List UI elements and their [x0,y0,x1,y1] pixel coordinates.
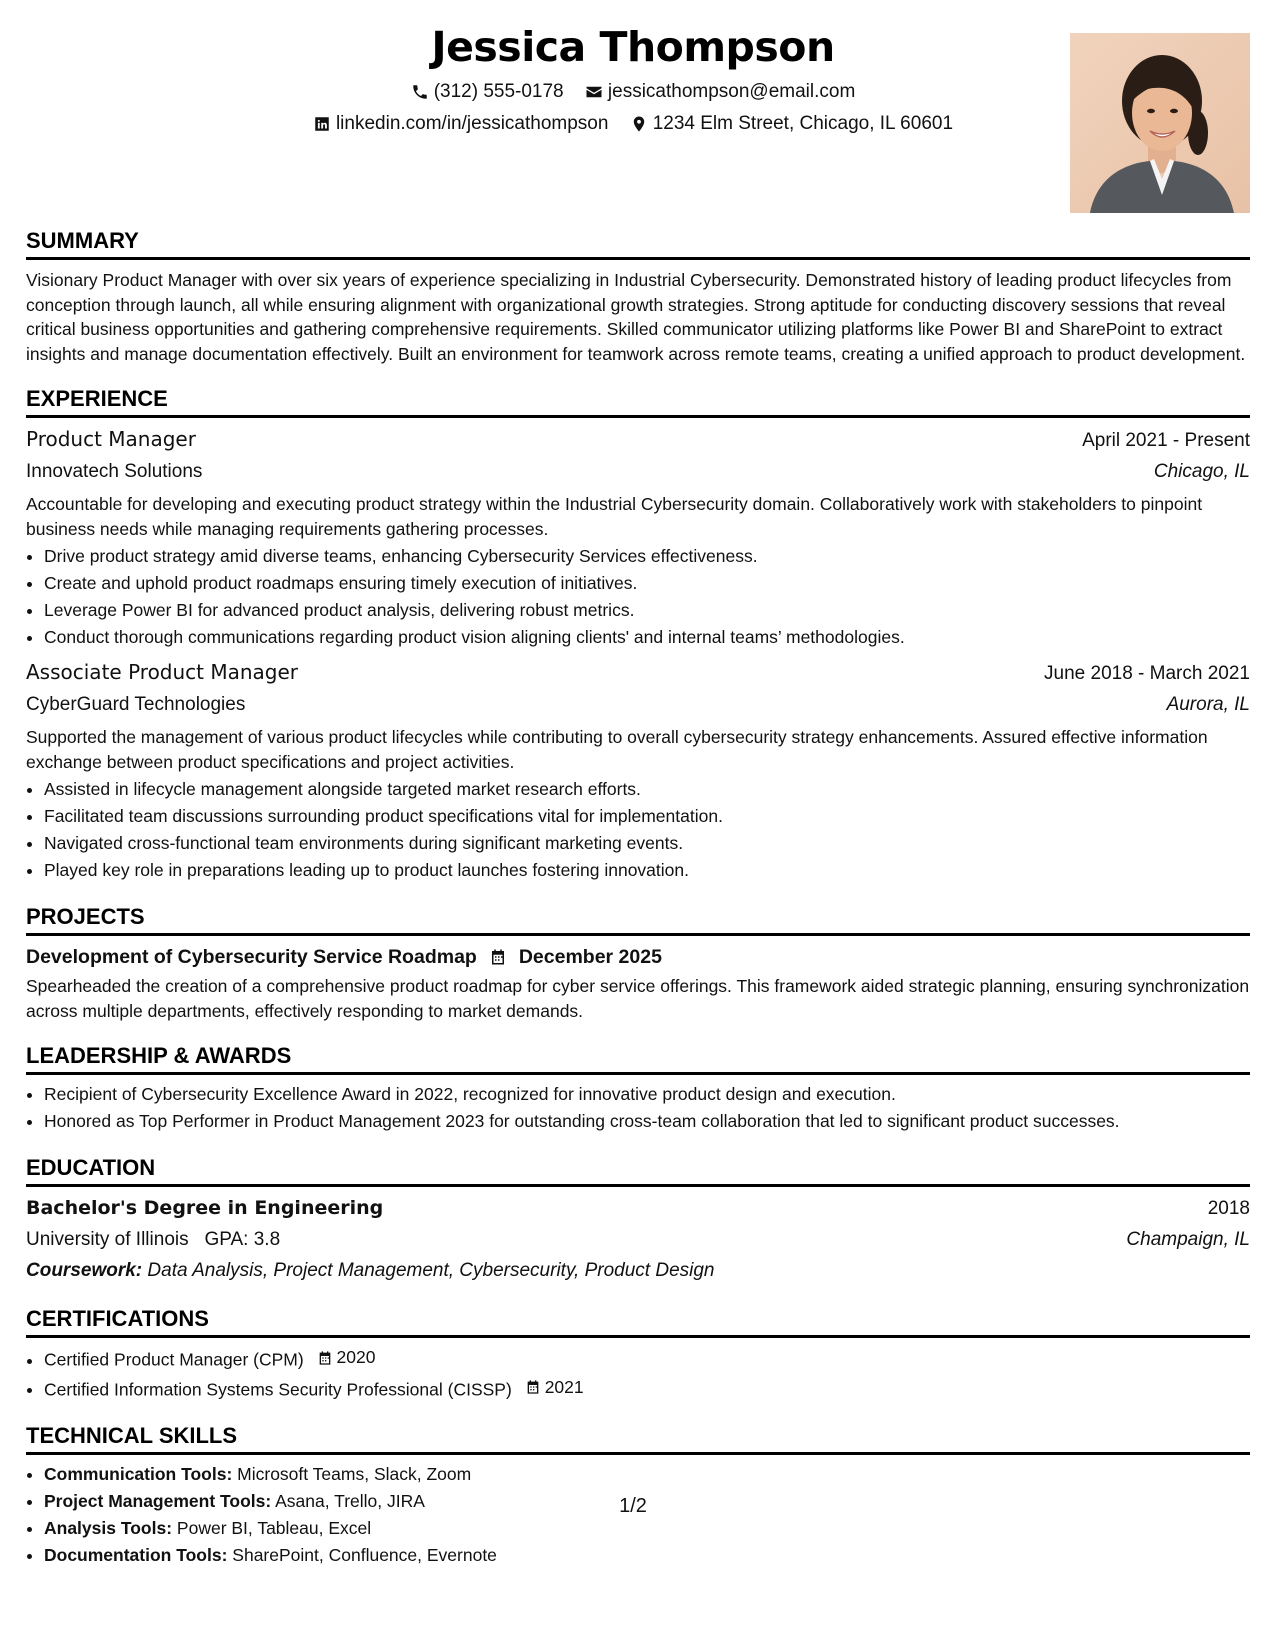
contact-phone [411,80,564,104]
list-item: • Navigated cross-functional team environments during significant marketing events. [44,830,1250,857]
list-item: • Drive product strategy amid diverse teams, enhancing Cybersecurity Services effectiveness. [44,543,1250,570]
graduation-year: 2018 [1207,1198,1250,1219]
job-title: Product Manager [26,427,196,451]
skill-label: Communication Tools: [44,1464,233,1484]
job-dates: April 2021 - Present [1082,430,1250,451]
school-name: University of Illinois [26,1229,189,1250]
summary-section [26,222,1250,366]
projects-heading: PROJECTS [26,898,1250,936]
projects-section [26,898,1250,1023]
job-dates: June 2018 - March 2021 [1044,663,1250,684]
job-location: Chicago, IL [1153,461,1250,482]
skills-section [26,1417,1250,1569]
email-text: jessicathompson@email.com [607,81,856,102]
list-item: • Facilitated team discussions surrounding product specifications vital for implementation. [44,803,1250,830]
company-name: CyberGuard Technologies [26,694,246,715]
cert-year: 2020 [336,1347,376,1367]
leadership-heading: LEADERSHIP & AWARDS [26,1037,1250,1075]
list-item: • Assisted in lifecycle management alongside targeted market research efforts. [44,776,1250,803]
job-entry [26,424,1250,651]
list-item: • Leverage Power BI for advanced product analysis, delivering robust metrics. [44,597,1250,624]
project-date: December 2025 [518,946,662,968]
certifications-list [26,1344,1250,1403]
education-section [26,1149,1250,1286]
page-number: 1/2 [619,1495,647,1517]
project-description: Spearheaded the creation of a comprehensive product roadmap for cyber service offerings. This framework aided strategic planning, ensuring synchronization across multiple departments, effectively responding to market demands. [26,976,1250,1021]
candidate-name: Jessica Thompson [431,23,835,71]
envelope-icon [585,83,603,101]
experience-section [26,380,1250,884]
job-entry [26,657,1250,884]
list-item [44,1542,1250,1569]
list-item: • Recipient of Cybersecurity Excellence Award in 2022, recognized for innovative product design and execution. [44,1081,1250,1108]
contact-line-2 [26,112,1240,140]
job-location: Aurora, IL [1166,694,1250,715]
cert-name: Certified Product Manager (CPM) [44,1349,304,1370]
skill-value: SharePoint, Confluence, Evernote [232,1545,497,1565]
summary-text: Visionary Product Manager with over six years of experience specializing in Industrial Cybersecurity. Demonstrated history of leading product lifecycles from conception through launch, all while ensuring alignment with organizational growth strategies. Strong aptitude for conducting discovery sessions that reveal critical business opportunities and gathering comprehensive requirements. Skilled communicator utilizing platforms like Power BI and SharePoint to extract insights and manage documentation effectively. Built an environment for teamwork across remote teams, creating a unified approach to product development. [26,270,1246,364]
job-title: Associate Product Manager [26,660,299,684]
contact-linkedin[interactable] [313,112,608,136]
coursework-list: Data Analysis, Project Management, Cybersecurity, Product Design [147,1260,715,1281]
job-bullets [26,543,1250,651]
skill-value: Power BI, Tableau, Excel [176,1518,372,1538]
calendar-icon [317,1350,333,1366]
school-location: Champaign, IL [1126,1229,1250,1250]
skills-heading: TECHNICAL SKILLS [26,1417,1250,1455]
phone-icon [411,83,429,101]
experience-heading: EXPERIENCE [26,380,1250,418]
project-title: Development of Cybersecurity Service Roadmap [26,946,477,968]
leadership-section [26,1037,1250,1135]
job-bullets [26,776,1250,884]
cert-name: Certified Information Systems Security Professional (CISSP) [44,1379,512,1399]
list-item: • Create and uphold product roadmaps ensuring timely execution of initiatives. [44,570,1250,597]
resume-header [26,0,1250,222]
certifications-section [26,1300,1250,1403]
list-item: • Played key role in preparations leading up to product launches fostering innovation. [44,857,1250,884]
summary-heading: SUMMARY [26,222,1250,260]
skill-label: Project Management Tools: [44,1491,272,1511]
list-item [44,1374,1250,1404]
skill-label: Analysis Tools: [44,1518,173,1538]
resume-page [26,0,1250,1650]
linkedin-icon [313,115,331,133]
profile-photo [1070,33,1250,213]
linkedin-text: linkedin.com/in/jessicathompson [335,113,609,134]
skill-value: Microsoft Teams, Slack, Zoom [237,1464,472,1484]
skill-label: Documentation Tools: [44,1545,228,1565]
list-item: • Conduct thorough communications regarding product vision aligning clients' and internal teams’ methodologies. [44,624,1250,651]
calendar-icon [489,948,507,966]
gpa: GPA: 3.8 [204,1229,281,1250]
phone-text: (312) 555-0178 [433,81,564,102]
contact-address [630,112,953,136]
certifications-heading: CERTIFICATIONS [26,1300,1250,1338]
address-text: 1234 Elm Street, Chicago, IL 60601 [652,113,954,134]
company-name: Innovatech Solutions [26,461,203,482]
contact-email[interactable] [585,80,855,104]
calendar-icon [525,1379,541,1395]
coursework-label: Coursework: [26,1260,143,1281]
degree-title: Bachelor's Degree in Engineering [26,1197,384,1219]
cert-year: 2021 [544,1376,584,1397]
map-pin-icon [630,115,648,133]
school-line [26,1224,280,1256]
list-item [44,1461,1250,1488]
skill-value: Asana, Trello, JIRA [275,1491,425,1511]
contact-line-1 [26,80,1240,108]
job-description: Accountable for developing and executing product strategy within the Industrial Cybersecurity domain. Collaboratively work with stakeholders to pinpoint business needs while managing requirements gathering processes. [26,494,1203,539]
list-item [44,1344,1250,1374]
list-item [44,1515,1250,1542]
coursework [26,1256,1250,1286]
education-heading: EDUCATION [26,1149,1250,1187]
list-item: • Honored as Top Performer in Product Management 2023 for outstanding cross-team collaboration that led to significant product successes. [44,1108,1250,1135]
job-description: Supported the management of various product lifecycles while contributing to overall cybersecurity strategy enhancements. Assured effective information exchange between product specifications and project activities. [26,727,1208,772]
leadership-bullets [26,1081,1250,1135]
project-header [26,942,1250,972]
